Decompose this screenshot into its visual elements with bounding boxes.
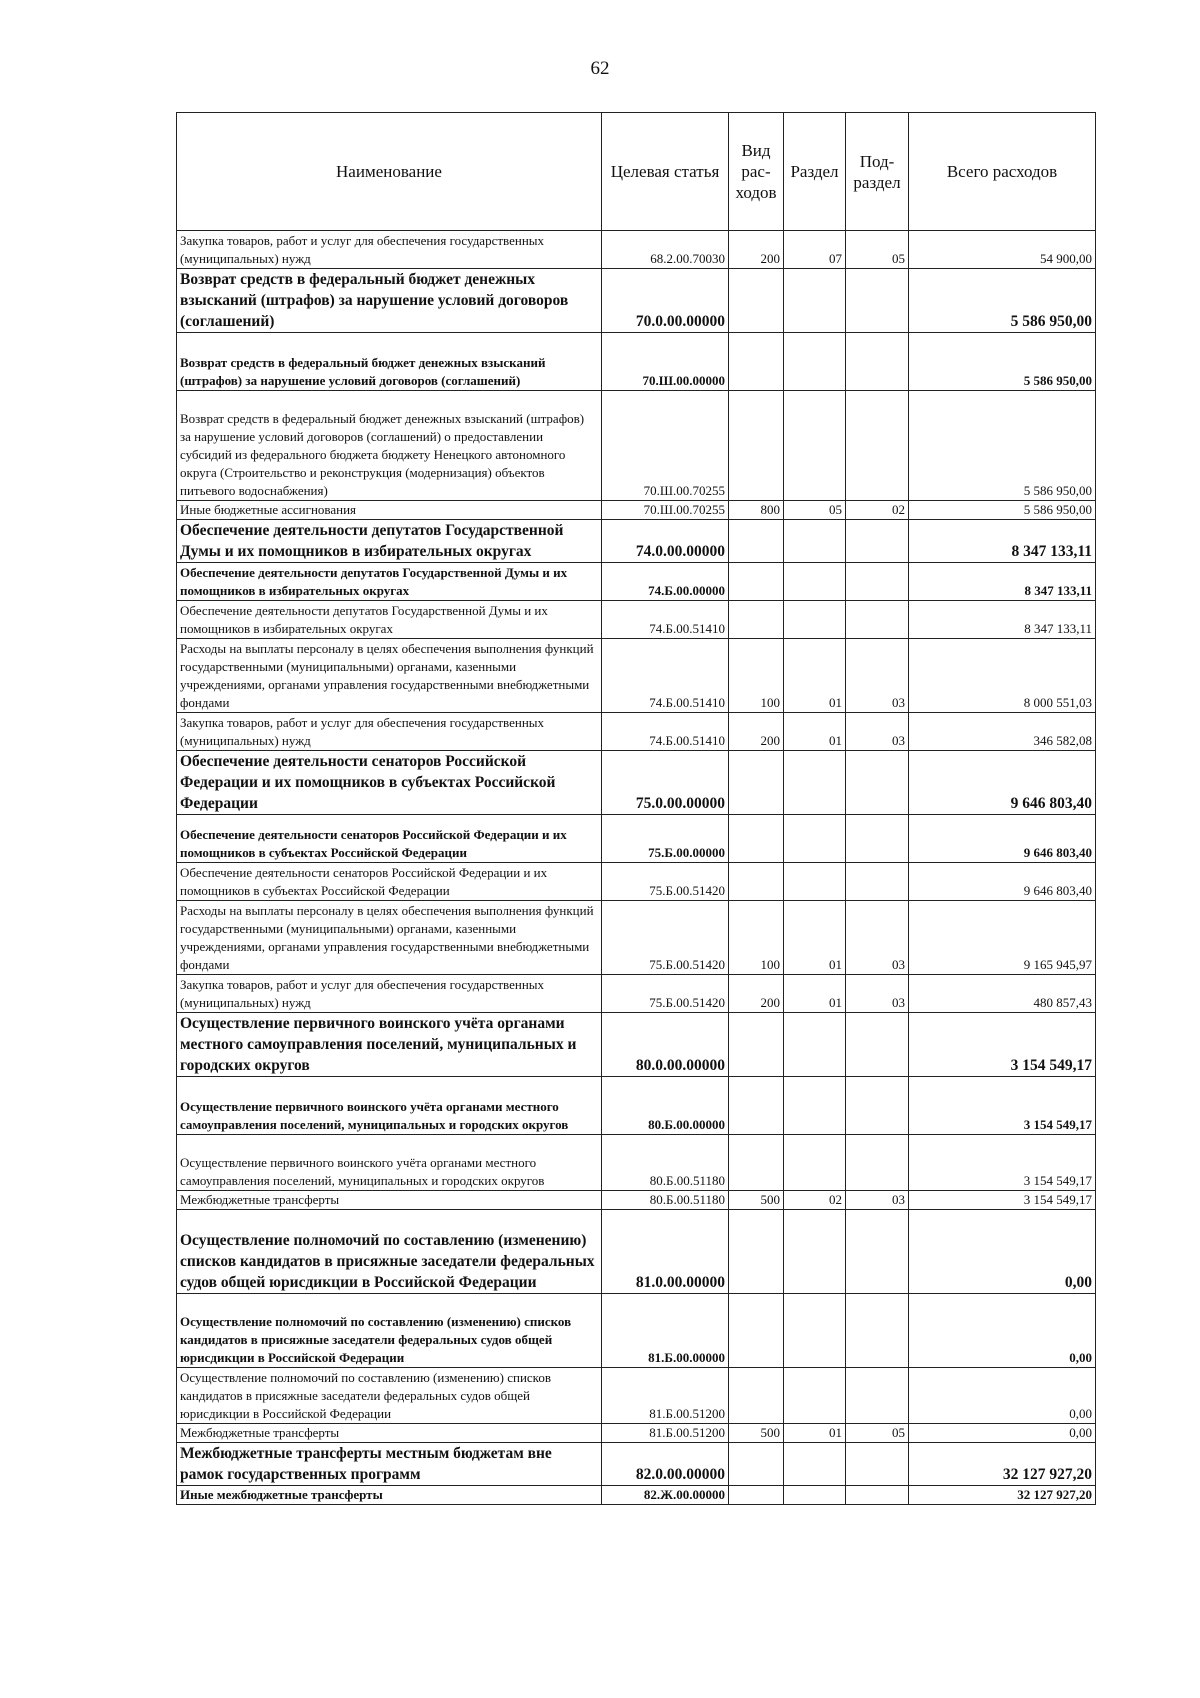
row-subsection-cell bbox=[846, 863, 909, 901]
row-name-cell: Закупка товаров, работ и услуг для обеспечения государственных (муниципальных) нужд bbox=[177, 713, 602, 751]
row-total-cell: 0,00 bbox=[909, 1424, 1096, 1443]
row-type-cell bbox=[729, 1135, 784, 1191]
row-section-cell bbox=[784, 333, 846, 391]
row-section-cell bbox=[784, 1294, 846, 1368]
row-article-cell: 80.Б.00.51180 bbox=[602, 1135, 729, 1191]
row-subsection-cell bbox=[846, 1368, 909, 1424]
row-type-cell bbox=[729, 563, 784, 601]
table-row bbox=[177, 815, 1096, 863]
row-name-cell: Расходы на выплаты персоналу в целях обеспечения выполнения функций государственными (муниципальными) органами, казенными учреждениями, органами управления государственными внебюджетными фондами bbox=[177, 639, 602, 713]
row-article-cell: 75.Б.00.51420 bbox=[602, 901, 729, 975]
row-section-cell: 07 bbox=[784, 231, 846, 269]
row-section-cell bbox=[784, 1368, 846, 1424]
row-subsection-cell bbox=[846, 1210, 909, 1294]
row-section-cell bbox=[784, 269, 846, 333]
row-section-cell: 01 bbox=[784, 639, 846, 713]
table-row bbox=[177, 713, 1096, 751]
table-row bbox=[177, 1013, 1096, 1077]
row-subsection-cell bbox=[846, 815, 909, 863]
row-subsection-cell bbox=[846, 1135, 909, 1191]
row-total-cell: 8 347 133,11 bbox=[909, 563, 1096, 601]
row-subsection-cell bbox=[846, 391, 909, 501]
row-section-cell bbox=[784, 520, 846, 563]
row-article-cell: 74.Б.00.51410 bbox=[602, 713, 729, 751]
row-subsection-cell: 05 bbox=[846, 231, 909, 269]
row-subsection-cell bbox=[846, 1486, 909, 1505]
row-name-cell: Осуществление полномочий по составлению (изменению) списков кандидатов в присяжные заседатели федеральных судов общей юрисдикции в Российской Федерации bbox=[177, 1210, 602, 1294]
table-row bbox=[177, 563, 1096, 601]
row-total-cell: 9 165 945,97 bbox=[909, 901, 1096, 975]
row-article-cell: 68.2.00.70030 bbox=[602, 231, 729, 269]
row-subsection-cell bbox=[846, 563, 909, 601]
table-body bbox=[177, 231, 1096, 1505]
row-total-cell: 9 646 803,40 bbox=[909, 815, 1096, 863]
row-type-cell: 100 bbox=[729, 639, 784, 713]
row-total-cell: 5 586 950,00 bbox=[909, 501, 1096, 520]
table-row bbox=[177, 269, 1096, 333]
row-type-cell bbox=[729, 333, 784, 391]
row-article-cell: 70.Ш.00.70255 bbox=[602, 501, 729, 520]
row-total-cell: 8 347 133,11 bbox=[909, 601, 1096, 639]
row-name-cell: Обеспечение деятельности депутатов Государственной Думы и их помощников в избирательных округах bbox=[177, 520, 602, 563]
column-header-type: Вид рас- ходов bbox=[729, 113, 784, 231]
row-total-cell: 9 646 803,40 bbox=[909, 751, 1096, 815]
table-row bbox=[177, 863, 1096, 901]
row-article-cell: 80.Б.00.00000 bbox=[602, 1077, 729, 1135]
row-section-cell bbox=[784, 1443, 846, 1486]
row-subsection-cell bbox=[846, 1294, 909, 1368]
row-section-cell: 01 bbox=[784, 975, 846, 1013]
row-total-cell: 480 857,43 bbox=[909, 975, 1096, 1013]
row-section-cell bbox=[784, 563, 846, 601]
row-total-cell: 0,00 bbox=[909, 1294, 1096, 1368]
row-type-cell bbox=[729, 269, 784, 333]
row-section-cell: 01 bbox=[784, 713, 846, 751]
budget-table bbox=[176, 112, 1096, 1505]
row-article-cell: 81.Б.00.51200 bbox=[602, 1424, 729, 1443]
row-type-cell bbox=[729, 1294, 784, 1368]
row-article-cell: 70.Ш.00.70255 bbox=[602, 391, 729, 501]
row-name-cell: Расходы на выплаты персоналу в целях обеспечения выполнения функций государственными (муниципальными) органами, казенными учреждениями, органами управления государственными внебюджетными фондами bbox=[177, 901, 602, 975]
row-subsection-cell bbox=[846, 520, 909, 563]
row-name-cell: Осуществление полномочий по составлению (изменению) списков кандидатов в присяжные заседатели федеральных судов общей юрисдикции в Российской Федерации bbox=[177, 1294, 602, 1368]
row-subsection-cell bbox=[846, 601, 909, 639]
table-row bbox=[177, 333, 1096, 391]
row-subsection-cell: 03 bbox=[846, 713, 909, 751]
row-total-cell: 9 646 803,40 bbox=[909, 863, 1096, 901]
row-type-cell bbox=[729, 601, 784, 639]
row-article-cell: 81.0.00.00000 bbox=[602, 1210, 729, 1294]
row-type-cell bbox=[729, 1077, 784, 1135]
row-subsection-cell bbox=[846, 1077, 909, 1135]
row-total-cell: 5 586 950,00 bbox=[909, 269, 1096, 333]
row-section-cell bbox=[784, 601, 846, 639]
row-total-cell: 8 347 133,11 bbox=[909, 520, 1096, 563]
row-article-cell: 81.Б.00.00000 bbox=[602, 1294, 729, 1368]
row-name-cell: Межбюджетные трансферты bbox=[177, 1191, 602, 1210]
row-article-cell: 70.Ш.00.00000 bbox=[602, 333, 729, 391]
table-row bbox=[177, 520, 1096, 563]
table-row bbox=[177, 1191, 1096, 1210]
row-name-cell: Осуществление первичного воинского учёта органами местного самоуправления поселений, муниципальных и городских округов bbox=[177, 1077, 602, 1135]
row-article-cell: 82.Ж.00.00000 bbox=[602, 1486, 729, 1505]
row-type-cell bbox=[729, 1486, 784, 1505]
row-subsection-cell: 05 bbox=[846, 1424, 909, 1443]
row-name-cell: Обеспечение деятельности депутатов Государственной Думы и их помощников в избирательных округах bbox=[177, 563, 602, 601]
row-section-cell: 01 bbox=[784, 1424, 846, 1443]
row-total-cell: 5 586 950,00 bbox=[909, 391, 1096, 501]
row-name-cell: Осуществление полномочий по составлению (изменению) списков кандидатов в присяжные заседатели федеральных судов общей юрисдикции в Российской Федерации bbox=[177, 1368, 602, 1424]
table-row bbox=[177, 601, 1096, 639]
row-total-cell: 346 582,08 bbox=[909, 713, 1096, 751]
table-row bbox=[177, 1424, 1096, 1443]
row-name-cell: Осуществление первичного воинского учёта органами местного самоуправления поселений, муниципальных и городских округов bbox=[177, 1013, 602, 1077]
row-type-cell bbox=[729, 1013, 784, 1077]
row-total-cell: 32 127 927,20 bbox=[909, 1443, 1096, 1486]
table-row bbox=[177, 1077, 1096, 1135]
row-type-cell: 100 bbox=[729, 901, 784, 975]
row-subsection-cell bbox=[846, 751, 909, 815]
row-article-cell: 80.0.00.00000 bbox=[602, 1013, 729, 1077]
row-section-cell bbox=[784, 1135, 846, 1191]
row-article-cell: 74.Б.00.00000 bbox=[602, 563, 729, 601]
table-row bbox=[177, 751, 1096, 815]
row-total-cell: 32 127 927,20 bbox=[909, 1486, 1096, 1505]
column-header-section: Раздел bbox=[784, 113, 846, 231]
row-type-cell: 500 bbox=[729, 1191, 784, 1210]
table-row bbox=[177, 391, 1096, 501]
page-number: 62 bbox=[590, 58, 610, 79]
row-name-cell: Закупка товаров, работ и услуг для обеспечения государственных (муниципальных) нужд bbox=[177, 975, 602, 1013]
row-article-cell: 75.Б.00.51420 bbox=[602, 975, 729, 1013]
row-type-cell: 200 bbox=[729, 975, 784, 1013]
row-section-cell: 01 bbox=[784, 901, 846, 975]
row-article-cell: 82.0.00.00000 bbox=[602, 1443, 729, 1486]
row-name-cell: Осуществление первичного воинского учёта органами местного самоуправления поселений, муниципальных и городских округов bbox=[177, 1135, 602, 1191]
row-total-cell: 54 900,00 bbox=[909, 231, 1096, 269]
row-section-cell: 05 bbox=[784, 501, 846, 520]
row-subsection-cell: 03 bbox=[846, 1191, 909, 1210]
row-section-cell bbox=[784, 1486, 846, 1505]
row-article-cell: 81.Б.00.51200 bbox=[602, 1368, 729, 1424]
row-subsection-cell bbox=[846, 1443, 909, 1486]
table-row bbox=[177, 975, 1096, 1013]
row-subsection-cell bbox=[846, 1013, 909, 1077]
row-article-cell: 75.Б.00.00000 bbox=[602, 815, 729, 863]
table-header-row bbox=[177, 113, 1096, 231]
row-name-cell: Возврат средств в федеральный бюджет денежных взысканий (штрафов) за нарушение условий договоров (соглашений) bbox=[177, 333, 602, 391]
row-section-cell bbox=[784, 391, 846, 501]
row-name-cell: Межбюджетные трансферты bbox=[177, 1424, 602, 1443]
column-header-name: Наименование bbox=[177, 113, 602, 231]
row-name-cell: Обеспечение деятельности сенаторов Российской Федерации и их помощников в субъектах Российской Федерации bbox=[177, 863, 602, 901]
row-name-cell: Обеспечение деятельности сенаторов Российской Федерации и их помощников в субъектах Российской Федерации bbox=[177, 815, 602, 863]
row-section-cell bbox=[784, 1013, 846, 1077]
table-row bbox=[177, 1368, 1096, 1424]
row-total-cell: 8 000 551,03 bbox=[909, 639, 1096, 713]
row-article-cell: 75.Б.00.51420 bbox=[602, 863, 729, 901]
row-article-cell: 80.Б.00.51180 bbox=[602, 1191, 729, 1210]
row-name-cell: Закупка товаров, работ и услуг для обеспечения государственных (муниципальных) нужд bbox=[177, 231, 602, 269]
table-row bbox=[177, 1486, 1096, 1505]
table-row bbox=[177, 501, 1096, 520]
row-name-cell: Обеспечение деятельности депутатов Государственной Думы и их помощников в избирательных округах bbox=[177, 601, 602, 639]
row-type-cell bbox=[729, 1210, 784, 1294]
row-total-cell: 5 586 950,00 bbox=[909, 333, 1096, 391]
row-article-cell: 74.0.00.00000 bbox=[602, 520, 729, 563]
row-total-cell: 3 154 549,17 bbox=[909, 1013, 1096, 1077]
row-type-cell: 200 bbox=[729, 713, 784, 751]
table-row bbox=[177, 231, 1096, 269]
table-row bbox=[177, 1210, 1096, 1294]
row-section-cell bbox=[784, 1077, 846, 1135]
row-section-cell: 02 bbox=[784, 1191, 846, 1210]
row-article-cell: 70.0.00.00000 bbox=[602, 269, 729, 333]
column-header-total: Всего расходов bbox=[909, 113, 1096, 231]
table-row bbox=[177, 1443, 1096, 1486]
row-type-cell: 800 bbox=[729, 501, 784, 520]
table-row bbox=[177, 901, 1096, 975]
row-total-cell: 0,00 bbox=[909, 1210, 1096, 1294]
row-type-cell bbox=[729, 1368, 784, 1424]
row-type-cell bbox=[729, 520, 784, 563]
row-subsection-cell bbox=[846, 269, 909, 333]
row-type-cell bbox=[729, 863, 784, 901]
row-type-cell bbox=[729, 815, 784, 863]
row-name-cell: Иные бюджетные ассигнования bbox=[177, 501, 602, 520]
row-type-cell bbox=[729, 391, 784, 501]
row-section-cell bbox=[784, 863, 846, 901]
column-header-subsection: Под- раздел bbox=[846, 113, 909, 231]
row-article-cell: 74.Б.00.51410 bbox=[602, 601, 729, 639]
row-name-cell: Иные межбюджетные трансферты bbox=[177, 1486, 602, 1505]
row-name-cell: Обеспечение деятельности сенаторов Российской Федерации и их помощников в субъектах Российской Федерации bbox=[177, 751, 602, 815]
row-total-cell: 3 154 549,17 bbox=[909, 1077, 1096, 1135]
row-type-cell bbox=[729, 1443, 784, 1486]
row-total-cell: 0,00 bbox=[909, 1368, 1096, 1424]
row-subsection-cell: 03 bbox=[846, 901, 909, 975]
table-row bbox=[177, 639, 1096, 713]
row-section-cell bbox=[784, 1210, 846, 1294]
column-header-article: Целевая статья bbox=[602, 113, 729, 231]
row-subsection-cell: 03 bbox=[846, 975, 909, 1013]
row-type-cell bbox=[729, 751, 784, 815]
row-name-cell: Возврат средств в федеральный бюджет денежных взысканий (штрафов) за нарушение условий договоров (соглашений) о предоставлении субсидий из федерального бюджета бюджету Ненецкого автономного округа (Строительство и реконструкция (модернизация) объектов питьевого водоснабжения) bbox=[177, 391, 602, 501]
row-section-cell bbox=[784, 751, 846, 815]
row-section-cell bbox=[784, 815, 846, 863]
row-type-cell: 200 bbox=[729, 231, 784, 269]
row-total-cell: 3 154 549,17 bbox=[909, 1135, 1096, 1191]
row-subsection-cell: 03 bbox=[846, 639, 909, 713]
row-subsection-cell bbox=[846, 333, 909, 391]
row-article-cell: 75.0.00.00000 bbox=[602, 751, 729, 815]
row-type-cell: 500 bbox=[729, 1424, 784, 1443]
row-article-cell: 74.Б.00.51410 bbox=[602, 639, 729, 713]
table-row bbox=[177, 1294, 1096, 1368]
row-name-cell: Межбюджетные трансферты местным бюджетам вне рамок государственных программ bbox=[177, 1443, 602, 1486]
row-name-cell: Возврат средств в федеральный бюджет денежных взысканий (штрафов) за нарушение условий договоров (соглашений) bbox=[177, 269, 602, 333]
row-total-cell: 3 154 549,17 bbox=[909, 1191, 1096, 1210]
table-row bbox=[177, 1135, 1096, 1191]
row-subsection-cell: 02 bbox=[846, 501, 909, 520]
